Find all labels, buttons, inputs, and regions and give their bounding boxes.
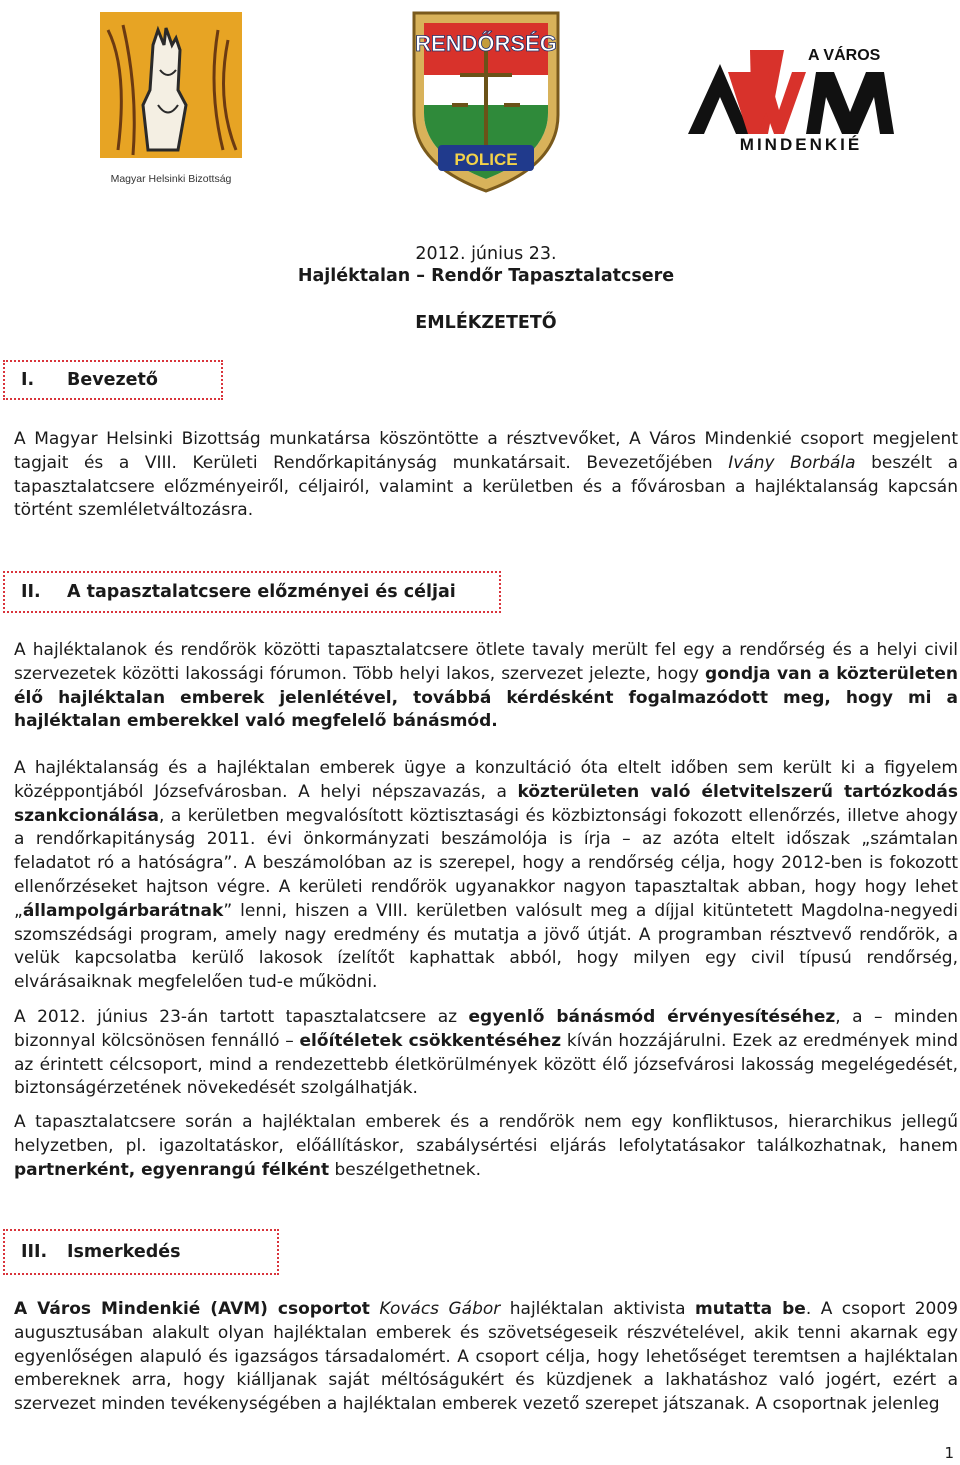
- section-title: A tapasztalatcsere előzményei és céljai: [67, 582, 456, 602]
- police-logo: [402, 5, 570, 195]
- page-number: 1: [944, 1444, 954, 1462]
- document-title: Hajléktalan – Rendőr Tapasztalatcsere: [297, 266, 675, 286]
- avm-logo: [688, 42, 914, 154]
- police-logo-top-text: RENDŐRSÉG: [415, 31, 557, 56]
- section-heading-2: [3, 571, 501, 613]
- paragraph: A tapasztalatcsere során a hajléktalan emberek és a rendőrök nem egy konfliktusos, hierarchikus jellegű helyzetben, pl. igazoltatáskor, előállításkor, szabálysértési eljárás lefolytatásakor találkozhatnak, hanem partnerként, egyenrangú félként beszélgethetnek.: [14, 1112, 958, 1180]
- paragraph: A hajléktalanok és rendőrök közötti tapasztalatcsere ötlete tavaly merült fel egy a rendőrség és a helyi civil szervezetek közötti lakossági fórumon. Több helyi lakos, szervezet jelezte, hogy gondja van a közterületen élő hajléktalan emberek jelenlétével, továbbá kérdésként fogalmazódott meg, hogy mi a hajléktalan emberekkel való megfelelő bánásmód.: [14, 640, 958, 732]
- mhb-logo: [98, 10, 244, 190]
- section-number: I.: [21, 370, 35, 390]
- avm-logo-bottom-text: MINDENKIÉ: [739, 135, 863, 154]
- section-number: III.: [21, 1242, 48, 1262]
- section-heading-1: [3, 360, 223, 400]
- paragraph: A Magyar Helsinki Bizottság munkatársa köszöntötte a résztvevőket, A Város Mindenkié csoport megjelent tagjait és a VIII. Kerületi Rendőrkapitányság munkatársait. Bevezetőjében Ivány Borbála beszélt a tapasztalatcsere előzményeiről, céljairól, valamint a kerületben és a fővárosban a hajléktalanság kapcsán történt szemléletváltozásra.: [14, 429, 958, 521]
- paragraph: A hajléktalanság és a hajléktalan emberek ügye a konzultáció óta eltelt időben sem került ki a figyelem középpontjából Józsefvárosban. A helyi népszavazás, a közterületen való életvitelszerű tartózkodás szankcionálása, a kerületben megvalósított köztisztasági és közbiztonsági fokozott ellenőrzés, illetve ahogy a rendőrkapitányság 2011. évi önkormányzati beszámolója is írja – az azóta eltelt időszak „számtalan feladatot ró a hatóságra”. A beszámolóban az is szerepel, hogy a rendőrség célja, hogy 2012-ben is fokozott ellenőrzéseket hajtson végre. A kerületi rendőrök ugyanakkor nagyon tapasztaltak abban, hogy hogy lehet „állampolgárbarátnak” lenni, hiszen a VIII. kerületben valósult meg a díjjal kitüntetett Magdolna-negyedi szomszédsági program, amely nagy eredmény és mutatja a jövő útját. A programban résztvevő rendőrök, a velük kapcsolatba kerülő lakosok ízelítőt kaphattak abból, hogy milyen egy civil típusú rendőrség, elvárásaiknak megfelelően tud-e működni.: [14, 758, 958, 993]
- mhb-logo-text: Magyar Helsinki Bizottság: [110, 173, 232, 185]
- section-number: II.: [21, 582, 41, 602]
- paragraph: A 2012. június 23-án tartott tapasztalatcsere az egyenlő bánásmód érvényesítéséhez, a – minden bizonnyal kölcsönösen fennálló – előítéletek csökkentéséhez kíván hozzájárulni. Ezek az eredmények mind az érintett célcsoport, mind a rendezettebb életkörülmények között élő józsefvárosi lakosság megelégedését, biztonságérzetének növekedését szolgálhatják.: [14, 1007, 958, 1099]
- document-type: EMLÉKZETETŐ: [415, 313, 557, 333]
- section-heading-3: [3, 1229, 279, 1275]
- avm-logo-small-text: A VÁROS: [808, 47, 881, 64]
- section-title: Ismerkedés: [67, 1242, 181, 1262]
- paragraph: A Város Mindenkié (AVM) csoportot Kovács Gábor hajléktalan aktivista mutatta be. A csoport 2009 augusztusában alakult olyan hajléktalan emberek és szövetségeseik részvételével, akik tenni akarnak egy egyenlőségen alapuló és igazságos társadalomért. A csoport célja, hogy lehetőséget teremtsen a hajléktalan embereknek arra, hogy kiálljanak saját méltóságukért és küzdjenek a lakhatáshoz való jogért, ezért a szervezet minden tevékenységében a hajléktalan emberek vezető szerepet játszanak. A csoportnak jelenleg: [14, 1299, 958, 1415]
- document-date: 2012. június 23.: [415, 244, 557, 264]
- section-title: Bevezető: [67, 370, 158, 390]
- police-logo-bottom-text: POLICE: [454, 150, 518, 169]
